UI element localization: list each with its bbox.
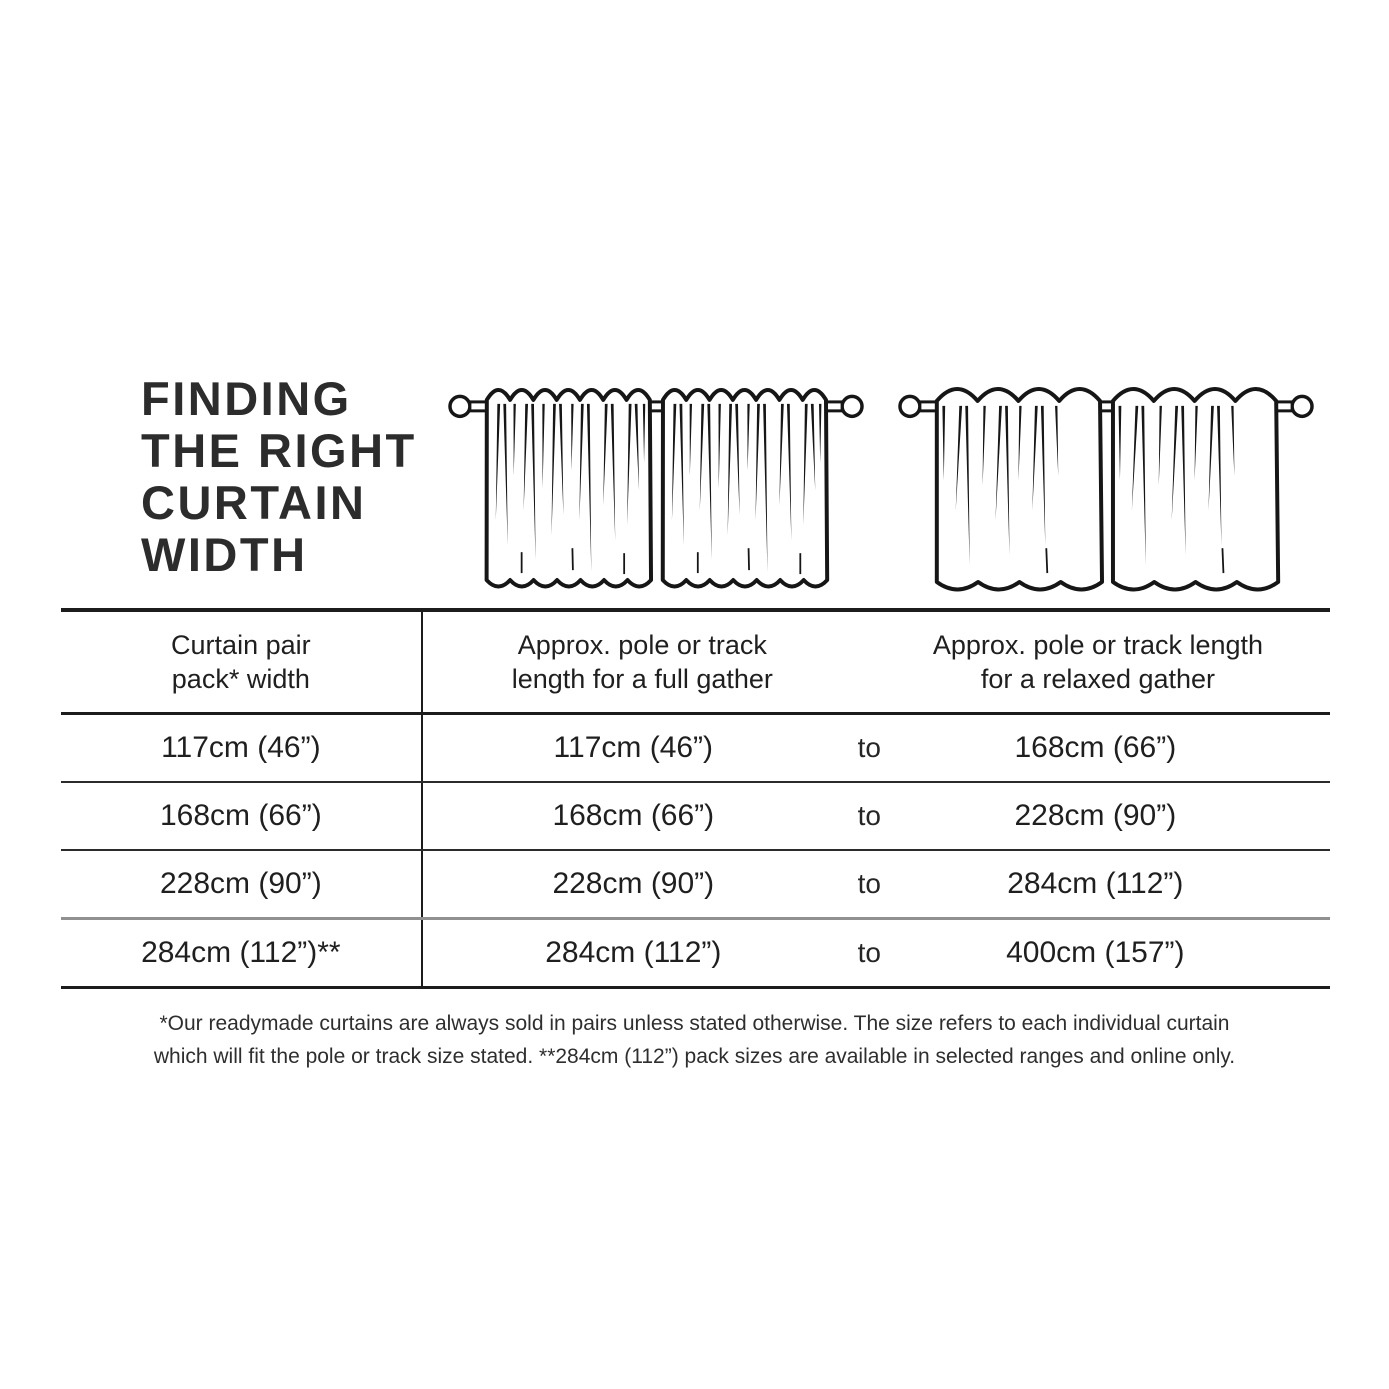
cell-relaxed-gather: 284cm (112”) — [1007, 867, 1184, 900]
table-row — [61, 783, 1330, 851]
cell-to-label: to — [857, 868, 881, 899]
curtains-relaxed-gather-icon — [897, 371, 1315, 600]
column-header-full-gather: Approx. pole or track length for a full gather — [511, 630, 773, 694]
cell-full-gather: 117cm (46”) — [553, 731, 714, 764]
cell-to-label: to — [857, 800, 881, 831]
column-header-pack-width: Curtain pair pack* width — [61, 612, 423, 712]
curtains-full-gather-icon — [447, 371, 865, 600]
cell-full-gather: 228cm (90”) — [552, 867, 715, 900]
table-header-row — [61, 612, 1330, 715]
footnote — [0, 1007, 1389, 1073]
column-header-relaxed-gather: Approx. pole or track length for a relaxed gather — [932, 630, 1264, 694]
footnote-line: *Our readymade curtains are always sold in pairs unless stated otherwise. The size refers to each individual curtain — [159, 1012, 1230, 1035]
curtain-size-table — [61, 608, 1330, 989]
table-row — [61, 920, 1330, 986]
cell-full-gather: 284cm (112”) — [545, 936, 722, 969]
footnote-line: which will fit the pole or track size stated. **284cm (112”) pack sizes are available in selected ranges and online only. — [153, 1045, 1236, 1068]
cell-pack-width: 168cm (66”) — [61, 783, 423, 849]
cell-pack-width: 117cm (46”) — [61, 715, 423, 781]
cell-relaxed-gather: 228cm (90”) — [1014, 799, 1177, 832]
cell-full-gather: 168cm (66”) — [552, 799, 715, 832]
page-title-line: WIDTH — [141, 528, 308, 581]
cell-relaxed-gather: 400cm (157”) — [1006, 936, 1185, 969]
cell-pack-width: 228cm (90”) — [61, 851, 423, 917]
table-row — [61, 851, 1330, 920]
page-title-line: THE RIGHT — [141, 424, 417, 477]
page-title — [141, 373, 417, 581]
cell-pack-width: 284cm (112”)** — [61, 920, 423, 986]
cell-relaxed-gather: 168cm (66”) — [1014, 731, 1177, 764]
table-row — [61, 715, 1330, 783]
page-title-line: CURTAIN — [141, 476, 367, 529]
cell-to-label: to — [857, 937, 881, 968]
page-title-line: FINDING — [141, 372, 352, 425]
cell-to-label: to — [857, 732, 881, 763]
